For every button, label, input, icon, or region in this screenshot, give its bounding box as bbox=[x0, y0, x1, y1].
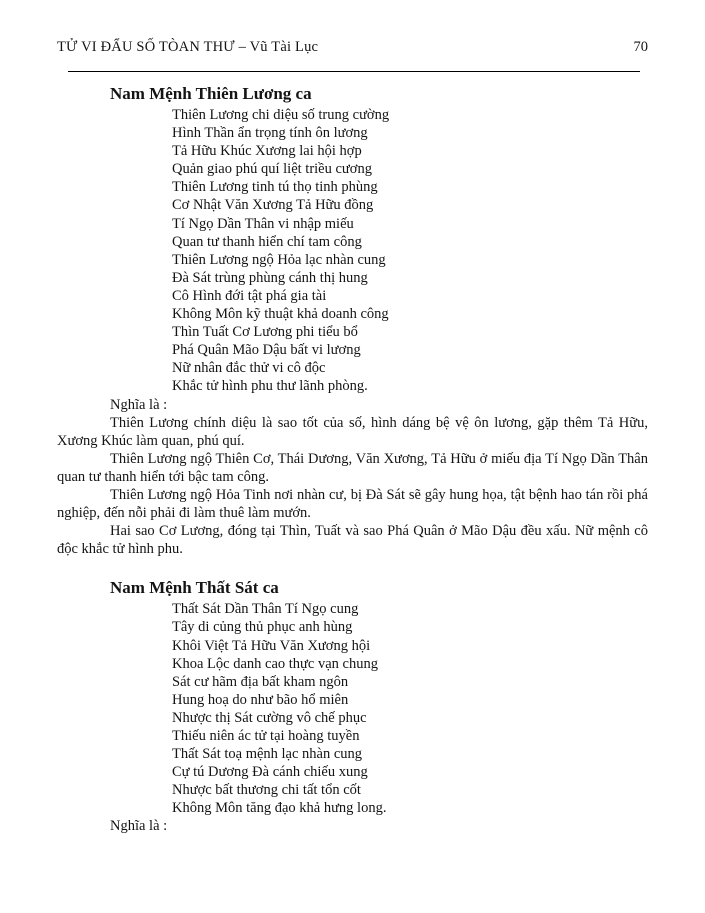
section-heading: Nam Mệnh Thiên Lương ca bbox=[110, 84, 312, 103]
section-that-sat bbox=[57, 578, 648, 835]
poem-line: Hung hoạ do như bão hổ miên bbox=[172, 691, 349, 708]
poem-line: Thiên Lương ngộ Hỏa lạc nhàn cung bbox=[172, 251, 386, 268]
header-rule bbox=[68, 71, 640, 72]
poem-line: Sát cư hãm địa bất kham ngôn bbox=[172, 673, 349, 690]
meaning-label: Nghĩa là : bbox=[110, 396, 168, 413]
poem-line: Tây di củng thủ phục anh hùng bbox=[172, 619, 353, 636]
poem-line: Thìn Tuất Cơ Lương phi tiểu bổ bbox=[172, 324, 358, 341]
poem-line: Khắc tử hình phu thư lãnh phòng. bbox=[172, 378, 368, 395]
poem-line: Thất Sát Dần Thân Tí Ngọ cung bbox=[172, 601, 359, 618]
poem-line: Đà Sát trùng phùng cánh thị hung bbox=[172, 269, 368, 286]
poem-line: Khôi Việt Tả Hữu Văn Xương hội bbox=[172, 637, 371, 654]
poem-line: Cự tú Dương Đà cánh chiếu xung bbox=[172, 764, 368, 781]
page-number: 70 bbox=[633, 39, 648, 55]
poem-line: Hình Thần ẩn trọng tính ôn lương bbox=[172, 125, 368, 142]
poem-line: Nhược bất thương chi tất tổn cốt bbox=[172, 782, 361, 799]
paragraph: Hai sao Cơ Lương, đóng tại Thìn, Tuất và sao Phá Quân ở Mão Dậu đều xấu. Nữ mệnh cô độc khắc tử hình phu. bbox=[57, 523, 648, 558]
poem-line: Phá Quân Mão Dậu bất vi lương bbox=[172, 342, 361, 359]
section-thien-luong bbox=[57, 84, 648, 558]
meaning-label: Nghĩa là : bbox=[110, 818, 168, 835]
poem-line: Cô Hình đới tật phá gia tài bbox=[172, 287, 327, 304]
poem-line: Nhược thị Sát cường vô chế phục bbox=[172, 709, 367, 726]
paragraph: Thiên Lương ngộ Hỏa Tinh nơi nhàn cư, bị Đà Sát sẽ gây hung họa, tật bệnh hao tán rồi phá nghiệp, đến nỗi phải đi làm thuê làm mướn. bbox=[57, 486, 648, 522]
paragraph: Thiên Lương chính diệu là sao tốt của số, hình dáng bệ vệ ôn lương, gặp thêm Tả Hữu, Xương Khúc làm quan, phú quí. bbox=[57, 414, 648, 449]
poem-line: Nữ nhân đắc thử vi cô độc bbox=[172, 360, 326, 377]
paragraph: Thiên Lương ngộ Thiên Cơ, Thái Dương, Văn Xương, Tả Hữu ở miếu địa Tí Ngọ Dần Thân quan tư thanh hiển tới bậc tam công. bbox=[57, 450, 648, 485]
running-title: TỬ VI ĐẨU SỐ TÒAN THƯ – Vũ Tài Lục bbox=[57, 39, 319, 55]
poem-line: Quản giao phú quí liệt triều cương bbox=[172, 161, 372, 178]
poem-line: Tả Hữu Khúc Xương lai hội hợp bbox=[172, 143, 362, 160]
poem-line: Cơ Nhật Văn Xương Tả Hữu đồng bbox=[172, 197, 374, 214]
poem-line: Không Môn tăng đạo khả hưng long. bbox=[172, 800, 387, 817]
poem-line: Thiếu niên ác tử tại hoàng tuyền bbox=[172, 728, 360, 744]
poem-line: Thiên Lương chi diệu số trung cường bbox=[172, 107, 390, 123]
poem-line: Thất Sát toạ mệnh lạc nhàn cung bbox=[172, 746, 363, 763]
poem-line: Quan tư thanh hiển chí tam công bbox=[172, 233, 362, 250]
poem-that-sat bbox=[172, 600, 648, 817]
poem-thien-luong bbox=[172, 106, 648, 396]
poem-line: Thiên Lương tinh tú thọ tinh phùng bbox=[172, 179, 378, 196]
poem-line: Không Môn kỹ thuật khả doanh công bbox=[172, 306, 389, 323]
poem-line: Khoa Lộc danh cao thực vạn chung bbox=[172, 655, 378, 672]
poem-line: Tí Ngọ Dần Thân vi nhập miếu bbox=[172, 215, 354, 232]
section-heading: Nam Mệnh Thất Sát ca bbox=[110, 578, 279, 598]
page-header bbox=[57, 38, 648, 56]
